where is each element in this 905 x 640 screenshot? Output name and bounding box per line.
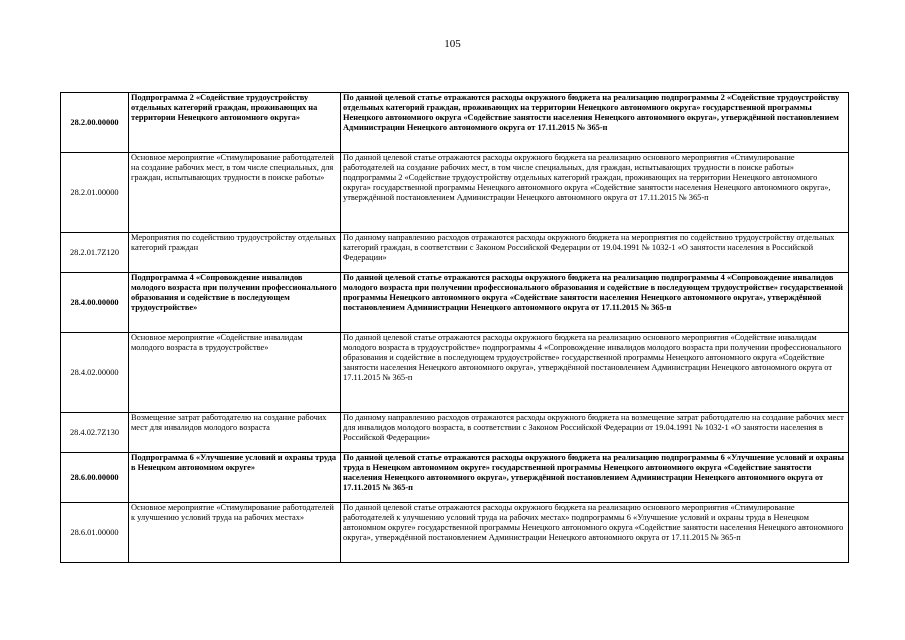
table-row bbox=[61, 413, 849, 453]
table-row bbox=[61, 273, 849, 333]
code-cell: 28.6.01.00000 bbox=[61, 503, 129, 563]
code-cell: 28.2.00.00000 bbox=[61, 93, 129, 153]
table-row bbox=[61, 233, 849, 273]
name-cell: Основное мероприятие «Содействие инвалидам молодого возраста в трудоустройстве» bbox=[129, 333, 341, 413]
table-row bbox=[61, 153, 849, 233]
table-row bbox=[61, 93, 849, 153]
name-cell: Подпрограмма 6 «Улучшение условий и охраны труда в Ненецком автономном округе» bbox=[129, 453, 341, 503]
code-cell: 28.6.00.00000 bbox=[61, 453, 129, 503]
code-cell: 28.2.01.7Z120 bbox=[61, 233, 129, 273]
code-cell: 28.4.02.00000 bbox=[61, 333, 129, 413]
table-body bbox=[61, 93, 849, 563]
description-cell: По данной целевой статье отражаются расходы окружного бюджета на реализацию основного мероприятия «Стимулирование работодателей к улучшению условий труда на рабочих местах» подпрограммы 6 «Улучшение условий и охраны труда в Ненецком автономном округе» государственной программы Ненецкого автономного округа «Содействие занятости населения Ненецкого автономного округа», утверждённой постановлением Администрации Ненецкого автономного округа от 17.11.2015 № 365-п bbox=[341, 503, 849, 563]
page-number: 105 bbox=[444, 38, 461, 50]
description-cell: По данному направлению расходов отражаются расходы окружного бюджета на мероприятия по содействию трудоустройству отдельных категорий граждан, в соответствии с Законом Российской Федерации от 19.04.1991 № 1032-1 «О занятости населения в Российской Федерации» bbox=[341, 233, 849, 273]
code-cell: 28.2.01.00000 bbox=[61, 153, 129, 233]
description-cell: По данной целевой статье отражаются расходы окружного бюджета на реализацию основного мероприятия «Стимулирование работодателей на создание рабочих мест, в том числе специальных, для граждан, испытывающих трудности в поиске работы» подпрограммы 2 «Содействие трудоустройству отдельных категорий граждан, проживающих на территории Ненецкого автономного округа» государственной программы Ненецкого автономного округа «Содействие занятости населения Ненецкого автономного округа», утверждённой постановлением Администрации Ненецкого автономного округа от 17.11.2015 № 365-п bbox=[341, 153, 849, 233]
name-cell: Мероприятия по содействию трудоустройству отдельных категорий граждан bbox=[129, 233, 341, 273]
table-row bbox=[61, 503, 849, 563]
name-cell: Возмещение затрат работодателю на создание рабочих мест для инвалидов молодого возраста bbox=[129, 413, 341, 453]
name-cell: Основное мероприятие «Стимулирование работодателей на создание рабочих мест, в том числе специальных, для граждан, испытывающих трудности в поиске работы» bbox=[129, 153, 341, 233]
description-cell: По данной целевой статье отражаются расходы окружного бюджета на реализацию подпрограммы 2 «Содействие трудоустройству отдельных категорий граждан, проживающих на территории Ненецкого автономного округа» государственной программы Ненецкого автономного округа «Содействие занятости населения Ненецкого автономного округа», утверждённой постановлением Администрации Ненецкого автономного округа от 17.11.2015 № 365-п bbox=[341, 93, 849, 153]
description-cell: По данному направлению расходов отражаются расходы окружного бюджета на возмещение затрат работодателю на создание рабочих мест для инвалидов молодого возраста, в соответствии с Законом Российской Федерации от 19.04.1991 № 1032-1 «О занятости населения в Российской Федерации» bbox=[341, 413, 849, 453]
description-cell: По данной целевой статье отражаются расходы окружного бюджета на реализацию подпрограммы 6 «Улучшение условий и охраны труда в Ненецком автономном округе» государственной программы Ненецкого автономного округа «Содействие занятости населения Ненецкого автономного округа», утверждённой постановлением Администрации Ненецкого автономного округа от 17.11.2015 № 365-п bbox=[341, 453, 849, 503]
table-row bbox=[61, 333, 849, 413]
name-cell: Основное мероприятие «Стимулирование работодателей к улучшению условий труда на рабочих местах» bbox=[129, 503, 341, 563]
code-cell: 28.4.00.00000 bbox=[61, 273, 129, 333]
description-cell: По данной целевой статье отражаются расходы окружного бюджета на реализацию основного мероприятия «Содействие инвалидам молодого возраста в трудоустройстве» подпрограммы 4 «Сопровождение инвалидов молодого возраста при получении профессионального образования и содействие в последующем трудоустройстве» государственной программы Ненецкого автономного округа «Содействие занятости населения Ненецкого автономного округа», утверждённой постановлением Администрации Ненецкого автономного округа от 17.11.2015 № 365-п bbox=[341, 333, 849, 413]
budget-classification-table bbox=[60, 92, 849, 563]
table-row bbox=[61, 453, 849, 503]
name-cell: Подпрограмма 4 «Сопровождение инвалидов молодого возраста при получении профессионального образования и содействие в последующем трудоустройстве» bbox=[129, 273, 341, 333]
name-cell: Подпрограмма 2 «Содействие трудоустройству отдельных категорий граждан, проживающих на территории Ненецкого автономного округа» bbox=[129, 93, 341, 153]
description-cell: По данной целевой статье отражаются расходы окружного бюджета на реализацию подпрограммы 4 «Сопровождение инвалидов молодого возраста при получении профессионального образования и содействие в последующем трудоустройстве» государственной программы Ненецкого автономного округа «Содействие занятости населения Ненецкого автономного округа», утверждённой постановлением Администрации Ненецкого автономного округа от 17.11.2015 № 365-п bbox=[341, 273, 849, 333]
code-cell: 28.4.02.7Z130 bbox=[61, 413, 129, 453]
